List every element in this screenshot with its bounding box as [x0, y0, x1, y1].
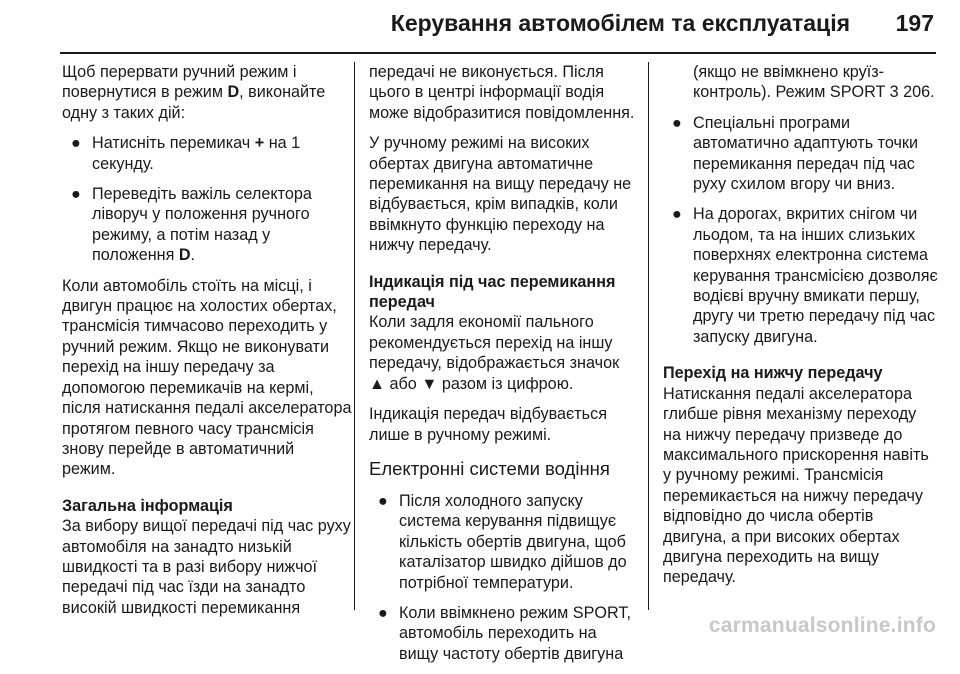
section-heading: Перехід на нижчу передачу: [663, 364, 883, 383]
down-arrow-icon: ▼: [421, 374, 438, 393]
bullet-icon: ●: [71, 185, 81, 204]
intro-text: Щоб перервати ручний режим і повернутися в режим: [62, 63, 297, 102]
page-header: [60, 0, 936, 54]
column-divider-1: [354, 62, 355, 610]
paragraph-text: Коли задля економії пального рекомендується перехід на іншу передачу, відображається значок: [369, 313, 620, 373]
list-item: [62, 184, 352, 266]
mode-d-label: D: [178, 246, 191, 265]
section-heading: Загальна інформація: [62, 496, 233, 515]
bullet-icon: ●: [672, 205, 682, 224]
paragraph: У ручному режимі на високих обертах двигуна автоматичне перемикання на вищу передачу не відбувається, крім випадків, коли ввімкнуто функцію переходу на нижчу передачу.: [369, 134, 632, 255]
page-title: Керування автомобілем та експлуатація: [390, 10, 850, 36]
list-item: [369, 491, 639, 593]
bullet-icon: ●: [672, 113, 682, 132]
column-2: [369, 62, 639, 674]
column-divider-2: [648, 62, 649, 610]
page-reference: 3 206.: [889, 83, 935, 102]
column-1: [62, 62, 352, 618]
list-item-continuation: [663, 62, 938, 103]
bullet-icon: ●: [378, 491, 388, 510]
paragraph: Коли автомобіль стоїть на місці, і двигун працює на холостих обертах, трансмісія тимчасово переходить у ручний режим. Якщо не виконувати перехід на іншу передачу за допомогою перемикачів на кермі, після натискання педалі акселератора протягом певного часу трансмісія знову перейде в автоматичний режим.: [62, 276, 352, 479]
bullet-icon: ●: [378, 603, 388, 622]
column-3: [663, 62, 938, 598]
watermark: carmanualsonline.info: [708, 614, 936, 637]
plus-sign: +: [254, 134, 265, 153]
bullet-text-end: на 1 секунду.: [92, 134, 301, 173]
paragraph: Індикація передач відбувається лише в ручному режимі.: [369, 405, 607, 444]
bullet-icon: ●: [71, 134, 81, 153]
list-item: [369, 603, 639, 664]
section-title: Електронні системи водіння: [369, 457, 610, 479]
paragraph: [369, 312, 639, 394]
list-item: [663, 113, 938, 195]
bullet-text: (якщо не ввімкнено круїз-контроль). Режим SPORT: [693, 63, 886, 102]
bullet-text: На дорогах, вкритих снігом чи льодом, та на інших слизьких поверхнях електронна система керування трансмісією дозволяє водієві вручну вмикати першу, другу чи третю передачу під час запуску двигуна.: [693, 205, 938, 346]
paragraph: передачі не виконується. Після цього в центрі інформації водія може відобразитися повідомлення.: [369, 63, 635, 122]
paragraph-text: або: [389, 374, 417, 393]
page-number: 197: [895, 10, 934, 36]
bullet-text-end: .: [190, 246, 196, 265]
paragraph: Натискання педалі акселератора глибше рівня механізму переходу на нижчу передачу призведе до максимального прискорення навіть у ручному режимі. Трансмісія перемикається на нижчу передачу відповідно до числа обертів двигуна, а при високих обертах двигуна переходить на вищу передачу.: [663, 384, 929, 587]
up-arrow-icon: ▲: [369, 374, 386, 393]
bullet-text: Натисніть перемикач: [92, 134, 251, 153]
bullet-text: Спеціальні програми автоматично адаптують точки перемикання передач під час руху схилом вгору чи вниз.: [693, 113, 919, 194]
intro-paragraph: [62, 62, 352, 123]
intro-text-end: , виконайте одну з таких дій:: [62, 83, 326, 122]
list-item: [62, 133, 352, 174]
mode-d-label: D: [227, 83, 240, 102]
bullet-text: Коли ввімкнено режим SPORT, автомобіль переходить на вищу частоту обертів двигуна: [399, 603, 631, 663]
paragraph-text: разом із цифрою.: [441, 374, 574, 393]
paragraph: За вибору вищої передачі під час руху автомобіля на занадто низькій швидкості та в разі вибору нижчої передачі під час їзди на занадто високій швидкості перемикання: [62, 517, 351, 617]
section-heading: Індикація під час перемикання передач: [369, 272, 616, 312]
bullet-text: Переведіть важіль селектора ліворуч у положення ручного режиму, а потім назад у положення: [92, 185, 312, 265]
bullet-text: Після холодного запуску система керування підвищує кількість обертів двигуна, щоб каталізатор швидко дійшов до потрібної температури.: [399, 491, 627, 592]
list-item: [663, 204, 938, 347]
